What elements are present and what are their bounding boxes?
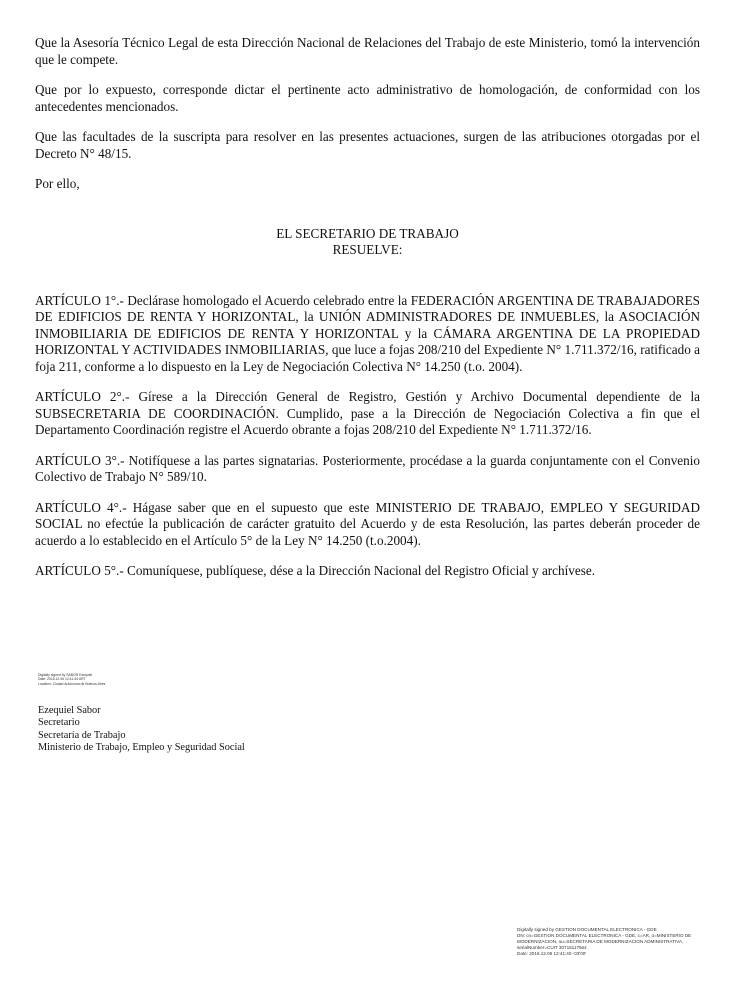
signer-office: Secretaría de Trabajo — [38, 729, 126, 741]
signer-title: Secretario — [38, 717, 80, 729]
article-3: ARTÍCULO 3°.- Notifíquese a las partes signatarias. Posteriormente, procédase a la guarda conjuntamente con el Convenio Colectivo de Trabajo N° 589/10. — [35, 452, 700, 484]
article-4: ARTÍCULO 4°.- Hágase saber que en el supuesto que este MINISTERIO DE TRABAJO, EMPLEO Y SEGURIDAD SOCIAL no efectúe la publicación de carácter gratuito del Acuerdo y de esta Resolución, las partes deberán proceder de acuerdo a lo establecido en el Artículo 5° de la Ley N° 14.250 (t.o.2004). — [35, 499, 700, 548]
considerando-paragraph: Que las facultades de la suscripta para resolver en las presentes actuaciones, surgen de las atribuciones otorgadas por el Decreto N° 48/15. — [35, 129, 700, 161]
por-ello-text: Por ello, — [35, 176, 80, 191]
digital-signature-line: Digitally signed by GESTION DOCUMENTAL ELECTRONICA - GDE — [517, 927, 657, 932]
signature-block — [38, 705, 245, 755]
article-1: ARTÍCULO 1°.- Declárase homologado el Acuerdo celebrado entre la FEDERACIÓN ARGENTINA DE TRABAJADORES DE EDIFICIOS DE RENTA Y HORIZONTAL, la UNIÓN ADMINISTRADORES DE INMUEBLES, la ASOCIACIÓN INMOBILIARIA DE EDIFICIOS DE RENTA Y HORIZONTAL y la CÁMARA ARGENTINA DE LA PROPIEDAD HORIZONTAL Y ACTIVIDADES INMOBILIARIAS, que luce a fojas 208/210 del Expediente N° 1.711.372/16, ratificado a foja 211, conforme a lo dispuesto en la Ley de Negociación Colectiva N° 14.250 (t.o. 2004). — [35, 292, 700, 374]
heading-authority: EL SECRETARIO DE TRABAJO — [276, 225, 459, 241]
signer-ministry: Ministerio de Trabajo, Empleo y Seguridad Social — [38, 742, 245, 754]
considerando-paragraph: Que la Asesoría Técnico Legal de esta Dirección Nacional de Relaciones del Trabajo de este Ministerio, tomó la intervención que le compete. — [35, 35, 700, 67]
stamp-line: Location: Ciudad Autónoma de Buenos Aires — [38, 681, 106, 686]
digital-signature-stamp — [517, 927, 697, 957]
stamp-line: Digitally signed by SABOR Ezequiel — [38, 673, 93, 677]
considerando-paragraph: Que por lo expuesto, corresponde dictar el pertinente acto administrativo de homologación, de conformidad con los antecedentes mencionados. — [35, 82, 700, 114]
heading-resuelve: RESUELVE: — [332, 242, 403, 257]
signer-name: Ezequiel Sabor — [38, 705, 101, 716]
digital-signature-line: Date: 2016.12.06 12:41:40 -03'00' — [517, 951, 587, 956]
stamp-line: Date: 2016.12.06 12:41:44 ART — [38, 677, 86, 682]
digital-signature-stamp-small — [38, 673, 148, 686]
article-2: ARTÍCULO 2°.- Gírese a la Dirección General de Registro, Gestión y Archivo Documental dependiente de la SUBSECRETARIA DE COORDINACIÓN. Cumplido, pase a la Dirección de Negociación Colectiva a fin que el Departamento Coordinación registre el Acuerdo obrante a fojas 208/210 del Expediente N° 1.711.372/16. — [35, 389, 700, 437]
digital-signature-line: DN: cn=GESTION DOCUMENTAL ELECTRONICA - GDE, c=AR, o=MINISTERIO DE MODERNIZACION, ou=SECRETARIA DE MODERNIZACION ADMINISTRATIVA, serialNumber=CUIT 30715117564 — [517, 933, 692, 950]
document-page — [35, 35, 700, 594]
resolution-heading — [35, 226, 700, 259]
article-5: ARTÍCULO 5°.- Comuníquese, publíquese, dése a la Dirección Nacional del Registro Oficial y archívese. — [35, 563, 596, 578]
